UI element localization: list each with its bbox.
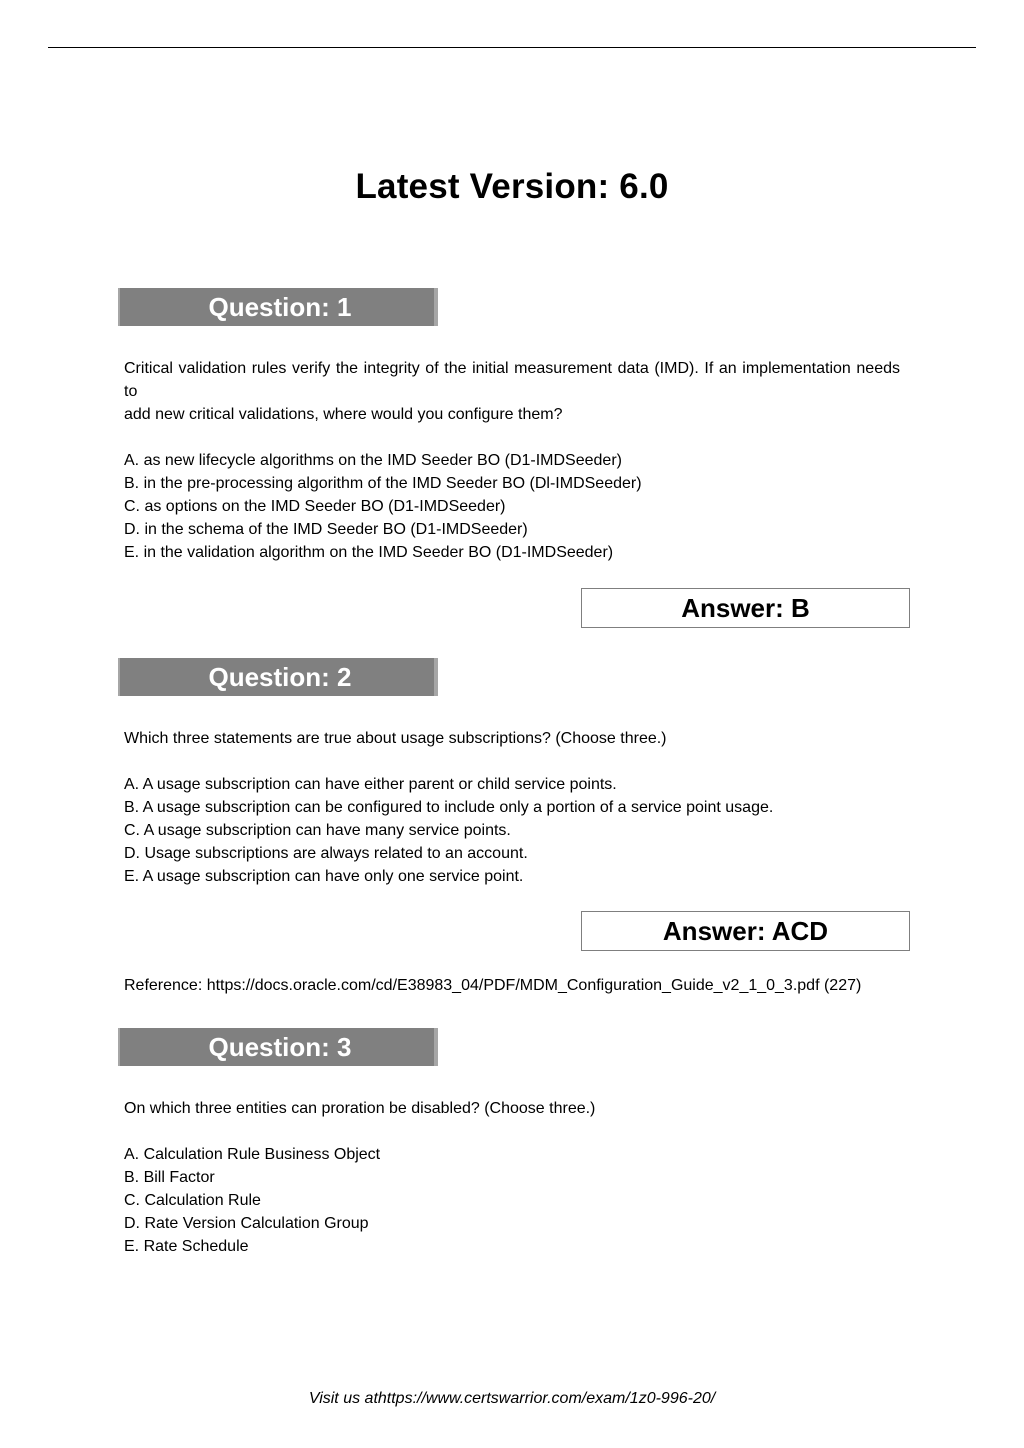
question-3-body (124, 1097, 900, 1258)
question-2-options (124, 773, 900, 888)
question-1-options (124, 449, 900, 564)
option-d: D. Rate Version Calculation Group (124, 1215, 369, 1232)
question-1-answer: Answer: B (581, 588, 910, 628)
question-2-stem: Which three statements are true about usage subscriptions? (Choose three.) (124, 730, 667, 747)
question-2-reference: Reference: https://docs.oracle.com/cd/E38983_04/PDF/MDM_Configuration_Guide_v2_1_0_3.pdf (227) (124, 977, 862, 994)
question-1-body (124, 357, 900, 564)
option-a: A. A usage subscription can have either parent or child service points. (124, 776, 617, 793)
footer-visit-link[interactable]: Visit us athttps://www.certswarrior.com/exam/1z0-996-20/ (308, 1390, 716, 1407)
option-e: E. in the validation algorithm on the IMD Seeder BO (D1-IMDSeeder) (124, 544, 614, 561)
option-c: C. A usage subscription can have many service points. (124, 822, 511, 839)
question-3-header (118, 1028, 438, 1066)
question-1-header (118, 288, 438, 326)
option-b: B. Bill Factor (124, 1169, 215, 1186)
question-2-header (118, 658, 438, 696)
question-2-header-label: Question: 2 (208, 662, 352, 692)
page-title: Latest Version: 6.0 (355, 167, 669, 206)
option-a: A. Calculation Rule Business Object (124, 1146, 381, 1163)
question-1-stem-line1: Critical validation rules verify the integrity of the initial measurement data (IMD). If an implementation needs to (124, 360, 900, 400)
question-1-stem-line2: add new critical validations, where would you configure them? (124, 406, 563, 423)
question-1-header-label: Question: 1 (208, 292, 352, 322)
option-b: B. in the pre-processing algorithm of the IMD Seeder BO (Dl-IMDSeeder) (124, 475, 642, 492)
option-e: E. A usage subscription can have only one service point. (124, 868, 524, 885)
option-d: D. in the schema of the IMD Seeder BO (D1-IMDSeeder) (124, 521, 528, 538)
option-c: C. as options on the IMD Seeder BO (D1-IMDSeeder) (124, 498, 506, 515)
question-3-header-label: Question: 3 (208, 1032, 352, 1062)
option-d: D. Usage subscriptions are always related to an account. (124, 845, 528, 862)
question-2-answer: Answer: ACD (581, 911, 910, 951)
option-e: E. Rate Schedule (124, 1238, 249, 1255)
question-3-stem: On which three entities can proration be disabled? (Choose three.) (124, 1100, 596, 1117)
top-divider (48, 47, 976, 48)
question-2-body (124, 727, 900, 888)
option-c: C. Calculation Rule (124, 1192, 261, 1209)
question-3-options (124, 1143, 900, 1258)
option-a: A. as new lifecycle algorithms on the IMD Seeder BO (D1-IMDSeeder) (124, 452, 622, 469)
option-b: B. A usage subscription can be configured to include only a portion of a service point usage. (124, 799, 774, 816)
